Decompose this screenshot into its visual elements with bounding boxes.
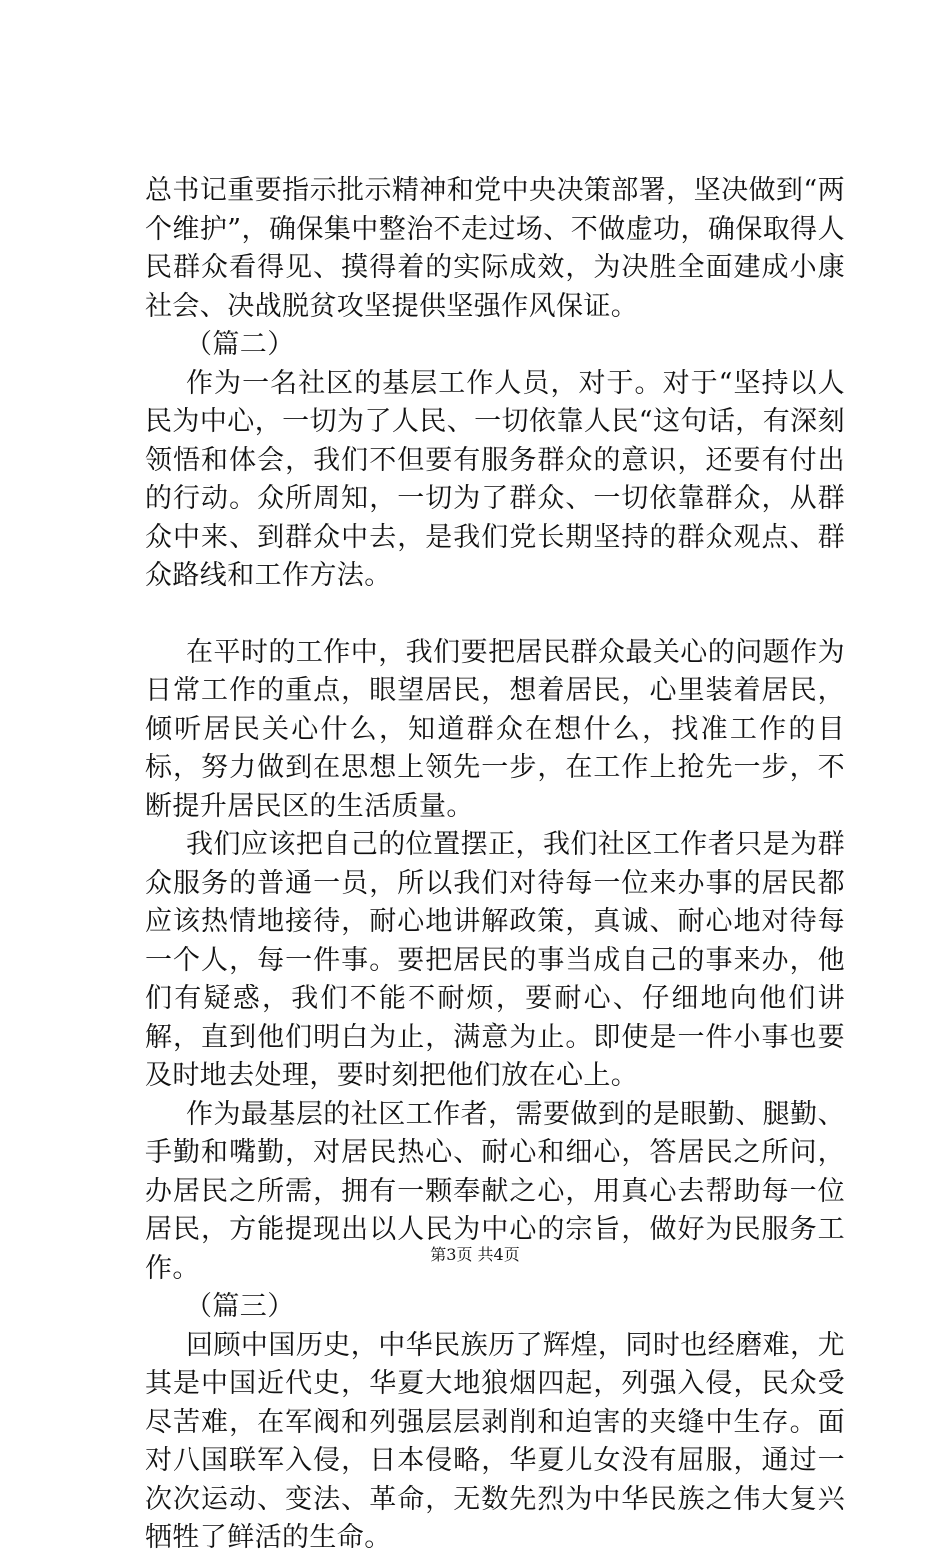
paragraph: 在平时的工作中，我们要把居民群众最关心的问题作为日常工作的重点，眼望居民，想着居民，心里装着居民，倾听居民关心什么，知道群众在想什么，找准工作的目标，努力做到在思想上领先一步，在工作上抢先一步，不断提升居民区的生活质量。 <box>145 636 845 822</box>
paragraph-continuation: 总书记重要指示批示精神和党中央决策部署，坚决做到“两个维护”，确保集中整治不走过场、不做虚功，确保取得人民群众看得见、摸得着的实际成效，为决胜全面建成小康社会、决战脱贫攻坚提供坚强作风保证。 <box>145 175 845 322</box>
section-heading-part-two: （篇二） <box>185 329 295 360</box>
paragraph: 我们应该把自己的位置摆正，我们社区工作者只是为群众服务的普通一员，所以我们对待每一位来办事的居民都应该热情地接待，耐心地讲解政策，真诚、耐心地对待每一个人，每一件事。要把居民的事当成自己的事来办，他们有疑惑，我们不能不耐烦，要耐心、仔细地向他们讲解，直到他们明白为止，满意为止。即使是一件小事也要及时地去处理，要时刻把他们放在心上。 <box>145 829 845 1091</box>
page-footer: 第3页 共4页 <box>430 1245 520 1264</box>
section-heading-part-three: （篇三） <box>185 1291 295 1322</box>
paragraph: 回顾中国历史，中华民族历了辉煌，同时也经磨难，尤其是中国近代史，华夏大地狼烟四起，列强入侵，民众受尽苦难，在军阀和列强层层剥削和迫害的夹缝中生存。面对八国联军入侵，日本侵略，华夏儿女没有屈服，通过一次次运动、变法、革命，无数先烈为中华民族之伟大复兴牺牲了鲜活的生命。 <box>145 1329 845 1553</box>
paragraph: 作为一名社区的基层工作人员，对于。对于“坚持以人民为中心，一切为了人民、一切依靠人民“这句话，有深刻领悟和体会，我们不但要有服务群众的意识，还要有付出的行动。众所周知，一切为了群众、一切依靠群众，从群众中来、到群众中去，是我们党长期坚持的群众观点、群众路线和工作方法。 <box>145 367 845 591</box>
paragraph: 作为最基层的社区工作者，需要做到的是眼勤、腿勤、手勤和嘴勤，对居民热心、耐心和细心，答居民之所问，办居民之所需，拥有一颗奉献之心，用真心去帮助每一位居民，方能提现出以人民为中心的宗旨，做好为民服务工作。 <box>145 1098 845 1284</box>
blank-line <box>145 596 845 634</box>
document-body <box>145 172 845 1558</box>
